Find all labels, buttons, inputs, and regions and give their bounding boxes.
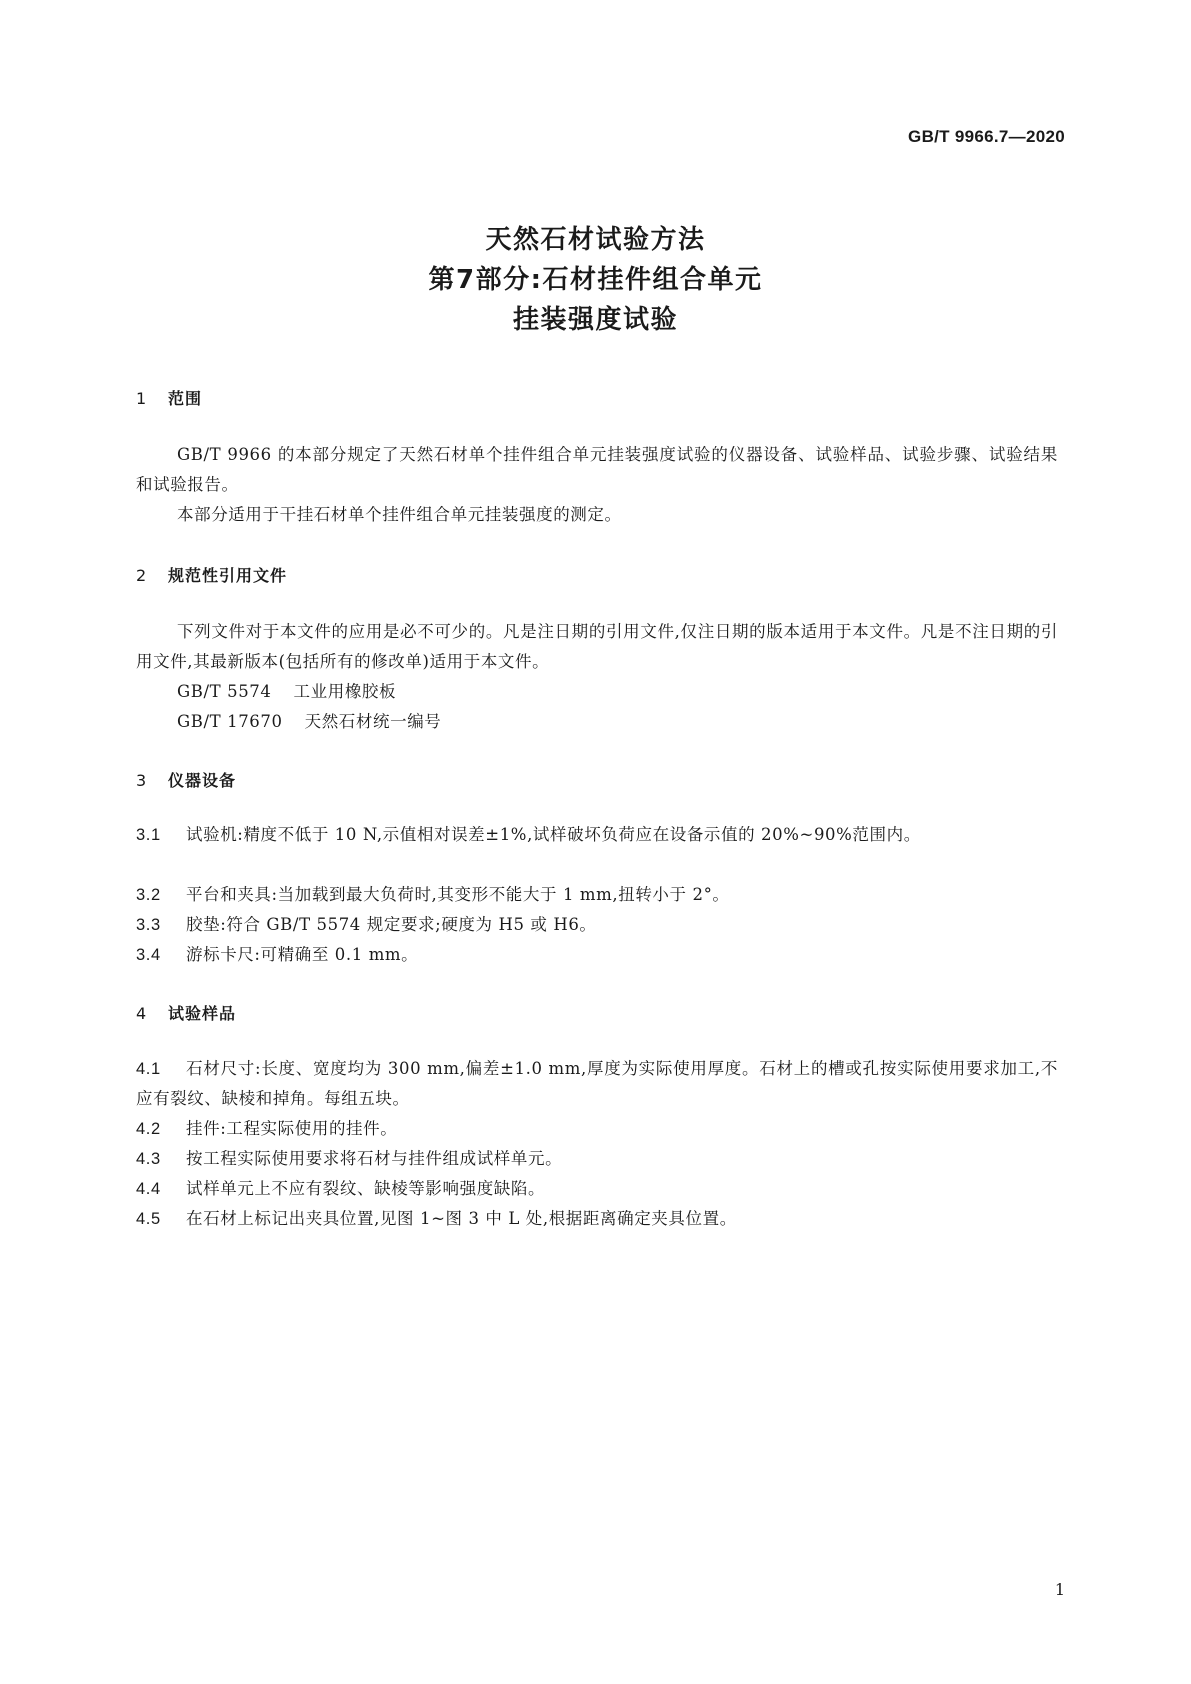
clause-number: 4.4	[136, 1180, 161, 1198]
section-1-heading	[136, 386, 202, 409]
clause-number: 3.1	[136, 826, 161, 844]
normative-reference	[177, 707, 441, 737]
clause-number: 4.3	[136, 1150, 161, 1168]
clause-3-2	[136, 880, 730, 910]
section-4-heading	[136, 1001, 236, 1024]
clause-text: 试样单元上不应有裂纹、缺棱等影响强度缺陷。	[186, 1179, 546, 1198]
clause-4-5	[136, 1204, 737, 1234]
clause-number: 3.4	[136, 946, 161, 964]
section-number: 2	[136, 566, 148, 585]
section-title: 仪器设备	[168, 771, 237, 790]
clause-3-3	[136, 910, 597, 940]
section-2-heading	[136, 563, 287, 586]
section-title: 范围	[168, 389, 203, 408]
section-title: 规范性引用文件	[168, 566, 288, 585]
clause-text: 挂件:工程实际使用的挂件。	[186, 1119, 398, 1138]
clause-number: 4.5	[136, 1210, 161, 1228]
title-line-1: 天然石材试验方法	[485, 225, 706, 255]
section-1-paragraph-1: GB/T 9966 的本部分规定了天然石材单个挂件组合单元挂装强度试验的仪器设备、试验样品、试验步骤、试验结果和试验报告。	[136, 445, 1058, 494]
clause-number: 4.2	[136, 1120, 161, 1138]
section-2-paragraph-1: 下列文件对于本文件的应用是必不可少的。凡是注日期的引用文件,仅注日期的版本适用于本文件。凡是不注日期的引用文件,其最新版本(包括所有的修改单)适用于本文件。	[136, 622, 1058, 671]
reference-name: 天然石材统一编号	[304, 712, 442, 731]
title-line-2: 第7部分:石材挂件组合单元	[428, 265, 763, 295]
title-line-3: 挂装强度试验	[512, 305, 678, 335]
reference-code: GB/T 5574	[177, 682, 272, 701]
section-number: 4	[136, 1004, 148, 1023]
normative-reference	[177, 677, 396, 707]
clause-text: 石材尺寸:长度、宽度均为 300 mm,偏差±1.0 mm,厚度为实际使用厚度。石材上的槽或孔按实际使用要求加工,不应有裂纹、缺棱和掉角。每组五块。	[136, 1059, 1058, 1108]
section-number: 3	[136, 771, 148, 790]
reference-name: 工业用橡胶板	[293, 682, 397, 701]
clause-4-2	[136, 1114, 397, 1144]
section-3-heading	[136, 768, 236, 791]
clause-text: 试验机:精度不低于 10 N,示值相对误差±1%,试样破坏负荷应在设备示值的 20%~90%范围内。	[186, 825, 921, 844]
clause-text: 按工程实际使用要求将石材与挂件组成试样单元。	[186, 1149, 563, 1168]
clause-number: 4.1	[136, 1060, 161, 1078]
standard-code: GB/T 9966.7—2020	[908, 127, 1065, 146]
clause-text: 在石材上标记出夹具位置,见图 1~图 3 中 L 处,根据距离确定夹具位置。	[186, 1209, 737, 1228]
page-number: 1	[1054, 1580, 1065, 1599]
clause-3-1	[136, 820, 1058, 850]
reference-code: GB/T 17670	[177, 712, 283, 731]
section-1-paragraph-2: 本部分适用于干挂石材单个挂件组合单元挂装强度的测定。	[177, 505, 622, 524]
clause-text: 游标卡尺:可精确至 0.1 mm。	[186, 945, 419, 964]
clause-text: 平台和夹具:当加载到最大负荷时,其变形不能大于 1 mm,扭转小于 2°。	[186, 885, 730, 904]
clause-text: 胶垫:符合 GB/T 5574 规定要求;硬度为 H5 或 H6。	[186, 915, 597, 934]
clause-4-4	[136, 1174, 545, 1204]
section-number: 1	[136, 389, 148, 408]
clause-3-4	[136, 940, 418, 970]
document-title	[0, 220, 1191, 340]
clause-4-1	[136, 1054, 1058, 1114]
clause-number: 3.2	[136, 886, 161, 904]
clause-4-3	[136, 1144, 562, 1174]
clause-number: 3.3	[136, 916, 161, 934]
section-title: 试验样品	[168, 1004, 237, 1023]
